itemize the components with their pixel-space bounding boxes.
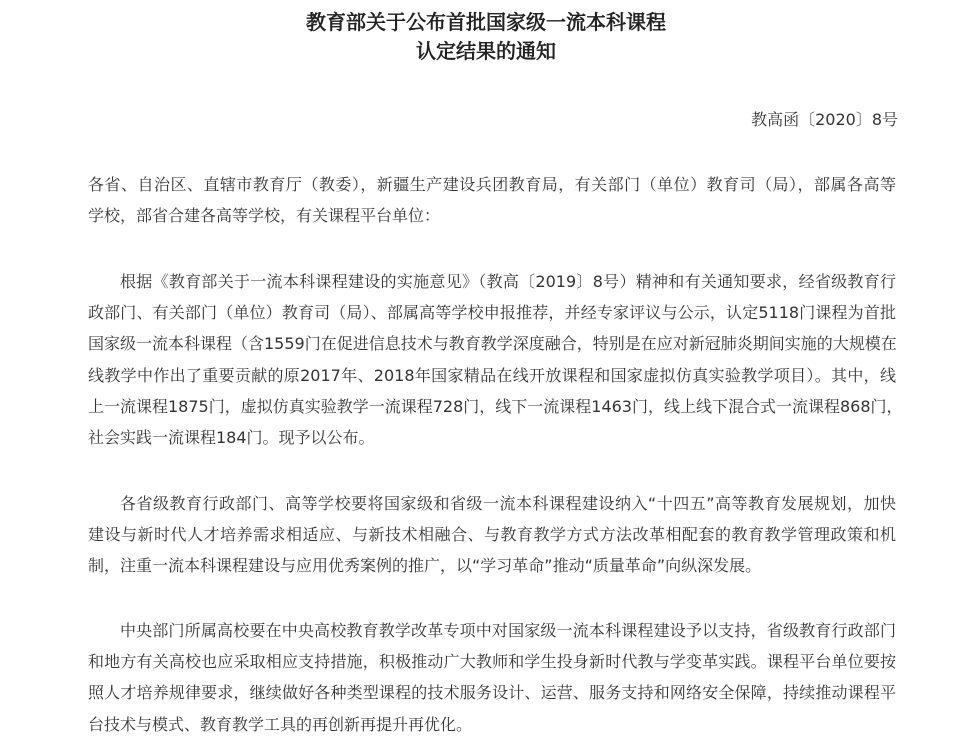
paragraph-line: 社会实践一流课程184门。现予以公布。: [88, 428, 375, 448]
document-number: 教高函〔2020〕8号: [751, 110, 898, 129]
paragraph-line: 政部门、有关部门（单位）教育司（局）、部属高等学校申报推荐，并经专家评议与公示，认定5118门课程为首批: [88, 303, 896, 323]
paragraph-addressees: [88, 169, 896, 231]
paragraph-line: 照人才培养规律要求，继续做好各种类型课程的技术服务设计、运营、服务支持和网络安全保障，持续推动课程平: [88, 683, 896, 703]
paragraph-line: 线教学中作出了重要贡献的原2017年、2018年国家精品在线开放课程和国家虚拟仿真实验教学项目）。其中，线: [88, 365, 896, 385]
paragraph-line: 国家级一流本科课程（含1559门在促进信息技术与教育教学深度融合，特别是在应对新冠肺炎期间实施的大规模在: [88, 334, 897, 354]
paragraph-line: 各省级教育行政部门、高等学校要将国家级和省级一流本科课程建设纳入“十四五”高等教育发展规划，加快: [120, 494, 896, 513]
document-title-line-2: 认定结果的通知: [416, 39, 556, 63]
paragraph-line: 建设与新时代人才培养需求相适应、与新技术相融合、与教育教学方式方法改革相配套的教育教学管理政策和机: [88, 525, 896, 545]
paragraph-line: 学校，部省合建各高等学校，有关课程平台单位：: [88, 206, 441, 226]
paragraph-line: 和地方有关高校也应采取相应支持措施，积极推动广大教师和学生投身新时代教与学变革实践。课程平台单位要按: [88, 652, 896, 672]
paragraph-support-measures: [88, 615, 896, 740]
paragraph-announcement: [88, 266, 903, 453]
paragraph-line: 根据《教育部关于一流本科课程建设的实施意见》（教高〔2019〕8号）精神和有关通知要求，经省级教育行: [120, 272, 896, 291]
paragraph-planning-requirements: [88, 488, 896, 582]
paragraph-line: 各省、自治区、直辖市教育厅（教委），新疆生产建设兵团教育局，有关部门（单位）教育司（局），部属各高等: [88, 175, 896, 194]
document-title-line-1: 教育部关于公布首批国家级一流本科课程: [306, 10, 666, 34]
paragraph-line: 中央部门所属高校要在中央高校教育教学改革专项中对国家级一流本科课程建设予以支持，省级教育行政部门: [120, 621, 896, 640]
paragraph-line: 上一流课程1875门，虚拟仿真实验教学一流课程728门，线下一流课程1463门，线上线下混合式一流课程868门，: [88, 396, 903, 416]
paragraph-line: 制，注重一流本科课程建设与应用优秀案例的推广，以“学习革命”推动“质量革命”向纵深发展。: [88, 556, 762, 576]
paragraph-line: 台技术与模式、教育教学工具的再创新再提升再优化。: [88, 714, 473, 734]
